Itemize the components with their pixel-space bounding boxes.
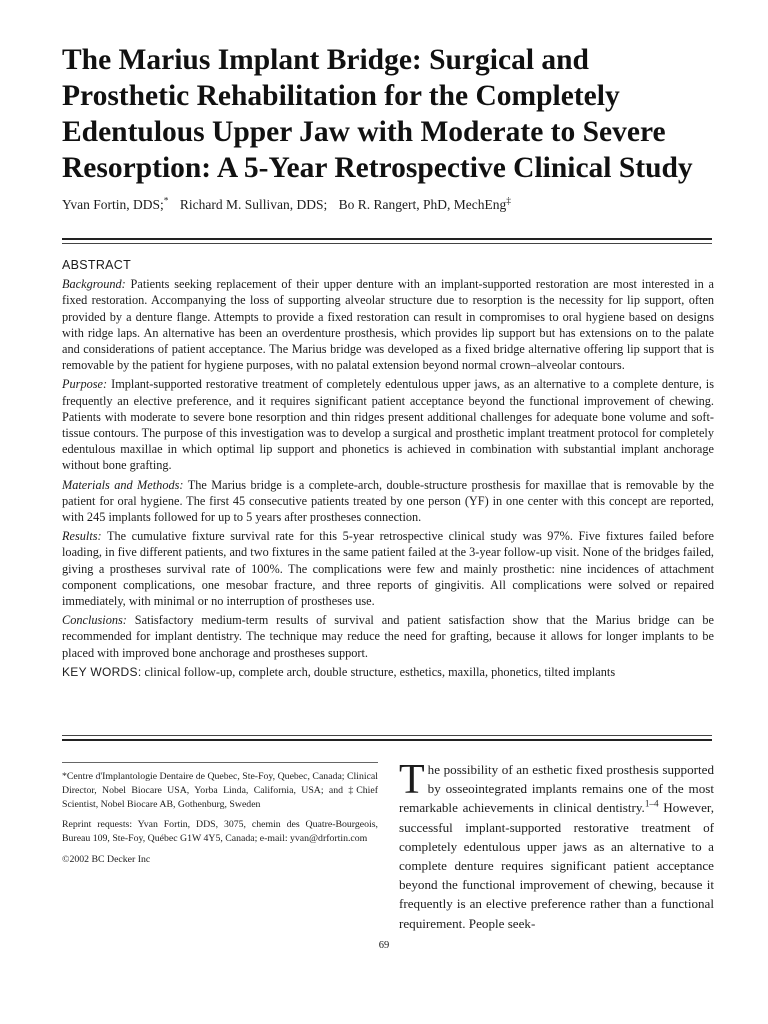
abstract-methods-label: Materials and Methods: (62, 477, 184, 492)
keywords-label: KEY WORDS: (62, 664, 142, 679)
author-3: Bo R. Rangert, PhD, MechEng (338, 197, 507, 212)
footnote-reprint: Reprint requests: Yvan Fortin, DDS, 3075, chemin des Quatre-Bourgeois, Bureau 109, Ste-Foy, Québec G1W 4Y5, Canada; e-mail: yvan@drfortin.com (62, 819, 378, 845)
abstract-conclusions-label: Conclusions: (62, 613, 127, 628)
abstract-rule-thin (62, 735, 712, 736)
body-text-start: he possibility of an esthetic fixed prosthesis supported by osseointegrated implants remains one of the most remarkable achievements in clinical dentistry. (399, 762, 714, 816)
author-3-mark: ‡ (506, 196, 511, 207)
footnote-copyright: ©2002 BC Decker Inc (62, 853, 151, 865)
author-1: Yvan Fortin, DDS; (62, 197, 164, 212)
footnote-rule (62, 762, 378, 763)
abstract (62, 257, 714, 683)
abstract-background-text: Patients seeking replacement of their upper denture with an implant-supported restoration are most interested in a fixed restoration. Accompanying the loss of supporting alveolar structure due to resorption is the necessity for lip support, often provided by a denture flange. Attempts to provide a fixed restoration can result in compromises to oral hygiene based on designs with ridge laps. An alternative has been an overdenture prosthesis, which provides lip support but has extensions on to the palate and considerations of patient acceptance. The Marius bridge was developed as a fixed bridge alternative offering lip support that is removable by the patient for hygiene purposes, with no palatal extension beyond normal crown–alveolar contours. (62, 277, 715, 373)
keywords-text: clinical follow-up, complete arch, double structure, esthetics, maxilla, phonetics, tilted implants (144, 664, 616, 679)
footnotes (62, 770, 378, 874)
abstract-results-text: The cumulative fixture survival rate for this 5-year retrospective clinical study was 97%. Five fixtures failed before loading, in five different patients, and two fixtures in the same patient failed at the 3-year follow-up visit. None of the bridges failed, giving a prostheses survival rate of 100%. The complications were few and mainly prosthetic: nine incidences of attachment component complications, one mesobar fracture, and three reports of gingivitis. All complications were solved or repaired immediately, with minimal or no interruption of prostheses use. (62, 529, 714, 609)
abstract-conclusions (62, 612, 714, 661)
abstract-conclusions-text: Satisfactory medium-term results of survival and patient satisfaction show that the Marius bridge can be recommended for implant dentistry. The technique may reduce the need for grafting, because it allows for longer implants to be placed with improved bone anchorage and prostheses support. (62, 613, 714, 660)
paper-title: The Marius Implant Bridge: Surgical and Prosthetic Rehabilitation for the Completely Edentulous Upper Jaw with Moderate to Severe Resorption: A 5-Year Retrospective Clinical Study (62, 44, 693, 184)
abstract-rule-thick (62, 739, 712, 741)
footnote-affiliations: *Centre d'Implantologie Dentaire de Quebec, Ste-Foy, Quebec, Canada; Clinical Director, Nobel Biocare USA, Yorba Linda, California, USA; and ‡Chief Scientist, Nobel Biocare AB, Gothenburg, Sweden (62, 771, 378, 810)
author-2: Richard M. Sullivan, DDS; (179, 197, 328, 212)
citation-ref: 1–4 (644, 799, 659, 810)
abstract-purpose-text: Implant-supported restorative treatment of completely edentulous upper jaws, as an alternative to a complete denture, is frequently an elective preference, and it requires significant patient acceptance beyond the functional improvement of chewing. Patients with moderate to severe bone resorption and thin ridges present additional challenges for adequate bone volume and soft-tissue contours. The purpose of this investigation was to develop a surgical and prosthetic implant treatment protocol for completely edentulous maxillae in which optimal lip support and phonetics is achieved in combination with substantial implant anchorage without bone grafting. (62, 377, 714, 473)
drop-cap: T (399, 757, 425, 803)
abstract-results-label: Results: (62, 529, 102, 544)
abstract-heading: ABSTRACT (62, 258, 132, 272)
header-rule-thick (62, 238, 712, 240)
abstract-background-label: Background: (62, 277, 126, 292)
author-1-mark: * (163, 196, 169, 207)
abstract-background (62, 276, 714, 373)
abstract-methods-text: The Marius bridge is a complete-arch, double-structure prosthesis for maxillae that is removable by the patient for oral hygiene. The first 45 consecutive patients treated by one person (YF) in one center with this concept are reported, with 245 implants followed for up to 5 years after prostheses connection. (62, 477, 715, 525)
abstract-purpose-label: Purpose: (62, 377, 108, 392)
abstract-purpose (62, 376, 714, 473)
header-rule-thin (62, 243, 712, 244)
abstract-results (62, 528, 714, 609)
abstract-methods (62, 477, 714, 526)
keywords (62, 664, 714, 680)
body-text-continued: However, successful implant-supported restorative treatment of completely edentulous upper jaws as an alternative to a complete denture requires significant patient acceptance beyond the functional improvement of chewing, because it frequently is an elective preference rather than a functional requirement. People seek- (399, 800, 714, 931)
page-number: 69 (378, 940, 390, 951)
body-text-column (399, 757, 714, 933)
author-list (62, 196, 511, 214)
